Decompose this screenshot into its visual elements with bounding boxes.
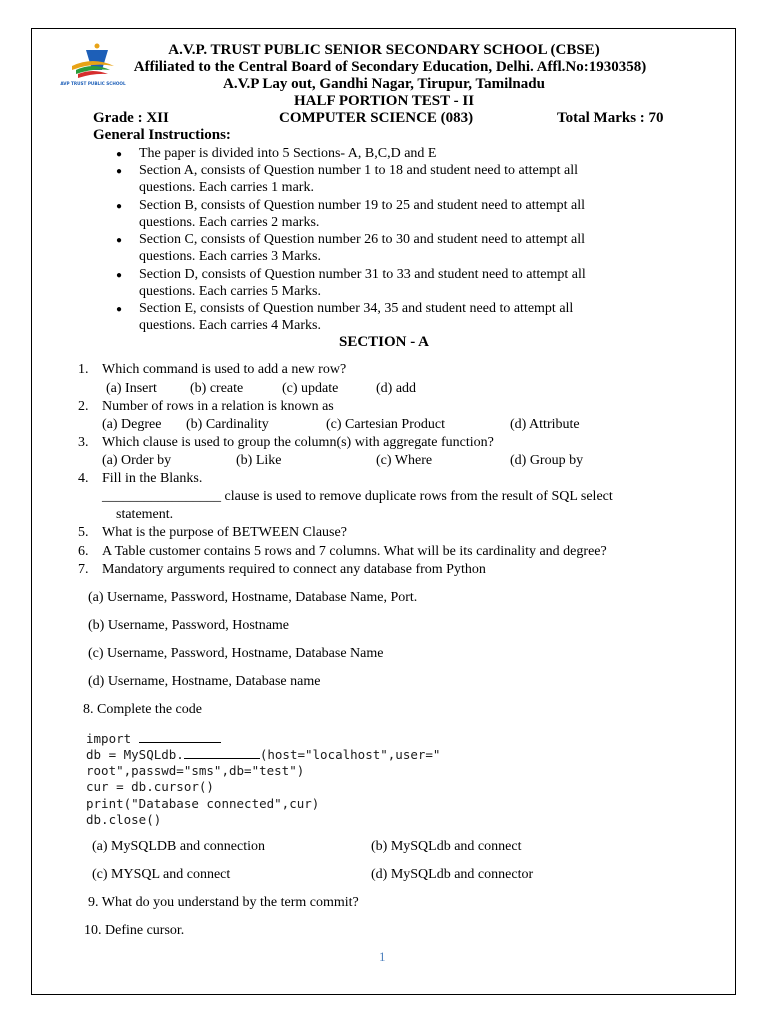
option: (d) Group by	[510, 453, 584, 468]
instruction-item: Section C, consists of Question number 26 to 30 and student need to attempt all	[139, 232, 585, 247]
bullet-icon: ●	[116, 270, 123, 281]
page-number: 1	[379, 949, 386, 964]
instruction-item-cont: questions. Each carries 2 marks.	[139, 215, 320, 230]
question-text: 8. Complete the code	[83, 702, 202, 717]
section-title: SECTION - A	[338, 334, 430, 350]
instruction-item-cont: questions. Each carries 4 Marks.	[139, 318, 321, 333]
option: (d) add	[376, 381, 417, 396]
test-title: HALF PORTION TEST - II	[293, 93, 475, 109]
instruction-item-cont: questions. Each carries 5 Marks.	[139, 284, 321, 299]
option: (b) Cardinality	[186, 417, 269, 432]
instruction-item: The paper is divided into 5 Sections- A, B,C,D and E	[139, 146, 437, 161]
option: (a) MySQLDB and connection	[92, 839, 266, 854]
instruction-item: Section D, consists of Question number 31 to 33 and student need to attempt all	[139, 267, 586, 282]
total-marks: Total Marks : 70	[557, 110, 664, 126]
option: (a) Insert	[106, 381, 157, 396]
option: (a) Order by	[102, 453, 172, 468]
question-number: 5.	[78, 525, 89, 540]
instruction-item: Section E, consists of Question number 34, 35 and student need to attempt all	[139, 301, 574, 316]
question-number: 4.	[78, 471, 89, 486]
fill-blank-line-cont: statement.	[116, 507, 174, 522]
code-line: db.close()	[86, 812, 162, 827]
subject: COMPUTER SCIENCE (083)	[279, 110, 474, 126]
instruction-item: Section A, consists of Question number 1 to 18 and student need to attempt all	[139, 163, 578, 178]
option: (b) Like	[236, 453, 282, 468]
question-text: Fill in the Blanks.	[102, 471, 203, 486]
bullet-icon: ●	[116, 166, 123, 177]
instruction-item: Section B, consists of Question number 19 to 25 and student need to attempt all	[139, 198, 585, 213]
question-text: 9. What do you understand by the term commit?	[88, 895, 359, 910]
bullet-icon: ●	[116, 304, 123, 315]
code-line: root",passwd="sms",db="test")	[86, 763, 305, 778]
question-text: 10. Define cursor.	[84, 923, 185, 938]
option: (d) Attribute	[510, 417, 580, 432]
school-name: A.V.P. TRUST PUBLIC SENIOR SECONDARY SCHOOL (CBSE)	[168, 42, 600, 58]
option: (a) Degree	[102, 417, 162, 432]
option: (c) MYSQL and connect	[92, 867, 231, 882]
svg-text:AVP TRUST PUBLIC SCHOOL: AVP TRUST PUBLIC SCHOOL	[60, 81, 126, 86]
option: (c) update	[282, 381, 339, 396]
grade: Grade : XII	[93, 110, 169, 126]
instructions-title: General Instructions:	[93, 127, 231, 143]
instruction-item-cont: questions. Each carries 1 mark.	[139, 180, 314, 195]
question-text: Number of rows in a relation is known as	[102, 399, 334, 414]
option: (c) Where	[376, 453, 433, 468]
question-text: Which command is used to add a new row?	[102, 362, 347, 377]
bullet-icon: ●	[116, 201, 123, 212]
fill-blank-line: _________________ clause is used to remove duplicate rows from the result of SQL select	[102, 489, 613, 504]
school-address: A.V.P Lay out, Gandhi Nagar, Tirupur, Tamilnadu	[223, 76, 545, 92]
instruction-item-cont: questions. Each carries 3 Marks.	[139, 249, 321, 264]
code-line: db = MySQLdb. (host="localhost",user="	[86, 747, 441, 762]
option: (b) MySQLdb and connect	[371, 839, 522, 854]
code-blank	[139, 732, 221, 743]
question-number: 7.	[78, 562, 89, 577]
code-line: print("Database connected",cur)	[86, 796, 320, 811]
option: (d) MySQLdb and connector	[371, 867, 534, 882]
question-number: 1.	[78, 362, 89, 377]
question-text: A Table customer contains 5 rows and 7 columns. What will be its cardinality and degree?	[102, 544, 607, 559]
option: (b) create	[190, 381, 244, 396]
option: (a) Username, Password, Hostname, Database Name, Port.	[88, 590, 418, 605]
option: (c) Cartesian Product	[326, 417, 445, 432]
option: (d) Username, Hostname, Database name	[88, 674, 321, 689]
question-number: 6.	[78, 544, 89, 559]
affiliation: Affiliated to the Central Board of Secondary Education, Delhi. Affl.No:1930358)	[133, 59, 647, 75]
question-number: 3.	[78, 435, 89, 450]
option: (b) Username, Password, Hostname	[88, 618, 290, 633]
code-line: import	[86, 731, 221, 746]
code-line: cur = db.cursor()	[86, 779, 214, 794]
bullet-icon: ●	[116, 149, 123, 160]
question-number: 2.	[78, 399, 89, 414]
question-text: What is the purpose of BETWEEN Clause?	[102, 525, 347, 540]
option: (c) Username, Password, Hostname, Database Name	[88, 646, 384, 661]
question-text: Which clause is used to group the column(s) with aggregate function?	[102, 435, 494, 450]
code-blank	[184, 748, 260, 759]
question-text: Mandatory arguments required to connect any database from Python	[102, 562, 486, 577]
bullet-icon: ●	[116, 235, 123, 246]
